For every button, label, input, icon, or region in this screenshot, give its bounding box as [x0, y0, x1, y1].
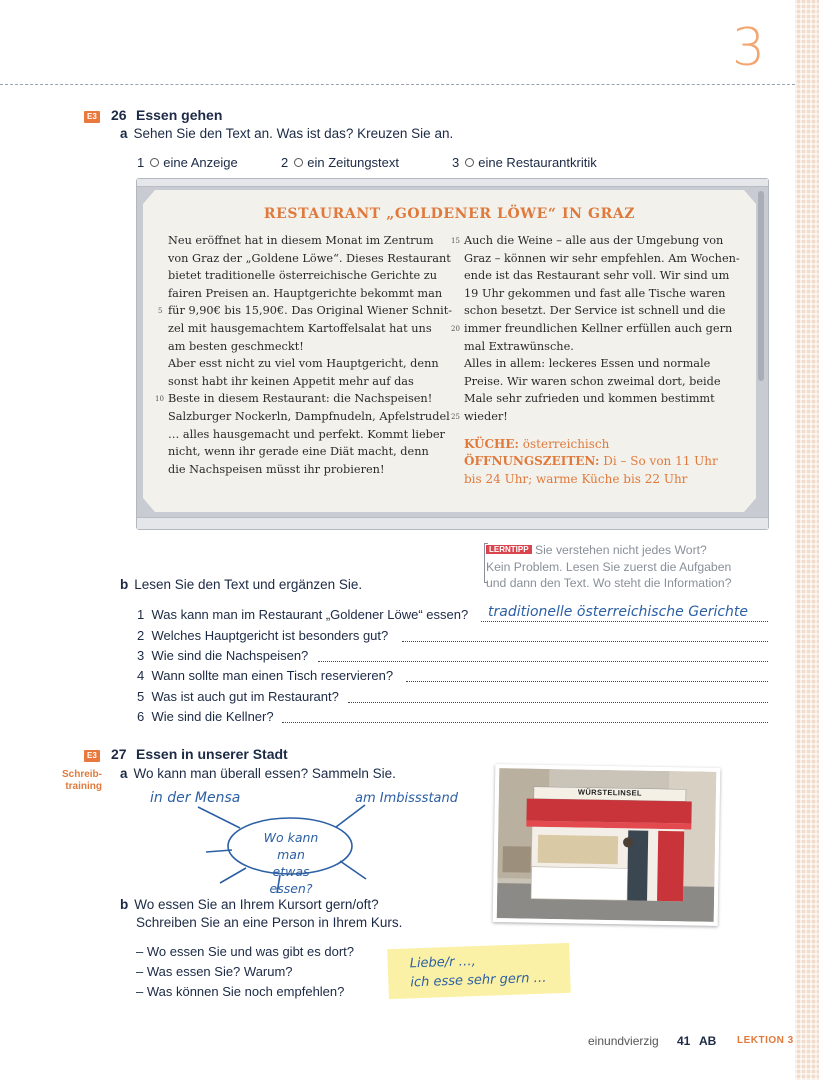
exercise-number: 27: [111, 746, 127, 762]
question-number: 5: [137, 689, 145, 704]
line-number: 15: [451, 237, 460, 245]
option-number: 1: [137, 155, 145, 170]
task-letter: a: [120, 766, 128, 781]
answer-line[interactable]: [481, 621, 768, 622]
answer-line[interactable]: [348, 702, 768, 703]
kitchen-label: KÜCHE:: [464, 436, 519, 451]
note-line: ich esse sehr gern …: [410, 970, 547, 991]
radio-circle-icon[interactable]: [150, 158, 159, 167]
question-5: [137, 689, 339, 704]
task-b: [120, 896, 402, 932]
page-number: 41: [677, 1034, 691, 1048]
writing-training-label: [58, 769, 102, 793]
question-text: Wie sind die Kellner?: [151, 709, 274, 724]
question-text: Was kann man im Restaurant „Goldener Löwe“ essen?: [151, 607, 469, 622]
prompt-item: – Was essen Sie? Warum?: [136, 964, 293, 979]
line-number: 10: [155, 395, 164, 403]
hours-label: ÖFFNUNGSZEITEN:: [464, 454, 600, 469]
text-line: Graz – können wir sehr empfehlen. Am Wochen-: [464, 251, 740, 265]
line-number: 20: [451, 325, 460, 333]
prompt-item: – Wo essen Sie und was gibt es dort?: [136, 944, 354, 959]
option-label: ein Zeitungstext: [307, 155, 400, 170]
text-line: für 9,90€ bis 15,90€. Das Original Wiener Schnit-: [168, 304, 453, 318]
task-letter: b: [120, 897, 129, 912]
question-6: [137, 709, 274, 724]
text-line: Alles in allem: leckeres Essen und normale: [464, 357, 711, 371]
question-number: 1: [137, 607, 145, 622]
question-3: [137, 648, 308, 663]
text-line: Auch die Weine – alle aus der Umgebung von: [464, 234, 724, 247]
radio-circle-icon[interactable]: [294, 158, 303, 167]
text-line: ende ist das Restaurant sehr voll. Wir sind um: [464, 269, 730, 283]
article-right-column: [464, 232, 740, 488]
handwritten-answer: traditionelle österreichische Gerichte: [488, 604, 749, 620]
text-line: wieder!: [464, 409, 508, 423]
article-title: RESTAURANT „GOLDENER LÖWE“ IN GRAZ: [263, 206, 636, 222]
exercise-tag: E3: [84, 750, 100, 762]
window-bottom-bar: [137, 517, 768, 529]
prompt-list: [136, 942, 354, 1002]
option-label: eine Restaurantkritik: [478, 155, 597, 170]
option-1[interactable]: [137, 155, 238, 170]
note-line: Liebe/r …,: [409, 954, 477, 972]
task-instruction: Schreiben Sie an eine Person in Ihrem Kurs.: [136, 915, 403, 930]
side-label-line: training: [65, 781, 102, 792]
kitchen-info: [464, 436, 740, 454]
task-instruction: Sehen Sie den Text an. Was ist das? Kreuzen Sie an.: [133, 126, 454, 141]
scrollbar[interactable]: [758, 191, 764, 381]
mindmap-branch: [336, 805, 365, 827]
hours-info: [464, 453, 740, 471]
text-line: von Graz der „Goldene Löwe“. Dieses Restaurant: [168, 251, 451, 265]
text-line: Neu eröffnet hat in diesem Monat im Zentrum: [168, 234, 434, 247]
kitchen-value: österreichisch: [522, 436, 610, 451]
tip-text: Sie verstehen nicht jedes Wort?: [534, 543, 707, 557]
center-text-line: etwas essen?: [269, 864, 313, 896]
exercise-number: 26: [111, 107, 127, 123]
question-2: [137, 628, 388, 643]
lesson-label: LEKTION 3: [737, 1035, 794, 1046]
option-number: 3: [452, 155, 460, 170]
text-line: fairen Preisen an. Hauptgerichte bekommt man: [168, 286, 443, 300]
question-text: Was ist auch gut im Restaurant?: [151, 689, 339, 704]
kiosk-sign: WÜRSTELINSEL: [577, 787, 642, 798]
text-line: sonst habt ihr keinen Appetit mehr auf das: [168, 374, 414, 388]
window-top-bar: [137, 179, 768, 187]
book-label: AB: [699, 1034, 717, 1048]
option-label: eine Anzeige: [163, 155, 238, 170]
hours-info-2: bis 24 Uhr; warme Küche bis 22 Uhr: [464, 471, 688, 486]
tip-label: LERNTIPP: [486, 545, 532, 554]
text-line: Salzburger Nockerln, Dampfnudeln, Apfelstrudel: [168, 409, 450, 423]
text-line: schon besetzt. Der Service ist schnell und die: [464, 304, 726, 318]
radio-circle-icon[interactable]: [465, 158, 474, 167]
text-line: immer freundlichen Kellner erfüllen auch gern: [464, 321, 733, 335]
line-number: 5: [158, 307, 163, 315]
exercise-tag: E3: [84, 111, 100, 123]
exercise-title: Essen gehen: [136, 107, 223, 123]
text-line: … alles hausgemacht und perfekt. Kommt lieber: [168, 427, 445, 441]
chapter-number: 3: [732, 18, 766, 78]
tip-text: und dann den Text. Wo steht die Information?: [486, 576, 732, 590]
task-a: [120, 766, 396, 781]
option-number: 2: [281, 155, 289, 170]
question-number: 4: [137, 668, 145, 683]
text-line: am besten geschmeckt!: [168, 339, 304, 353]
mindmap-center-text: [252, 829, 330, 897]
text-line: Preise. Wir waren schon zweimal dort, beide: [464, 374, 721, 388]
learning-tip: [486, 542, 766, 592]
option-3[interactable]: [452, 155, 597, 170]
note-text: [409, 950, 547, 993]
task-b: [120, 577, 362, 592]
task-instruction: Lesen Sie den Text und ergänzen Sie.: [134, 577, 363, 592]
header-divider: [0, 84, 795, 85]
text-line: nicht, wenn ihr gerade eine Diät macht, denn: [168, 445, 429, 459]
article-left-column: [168, 232, 452, 478]
question-4: [137, 668, 393, 683]
question-text: Wann sollte man einen Tisch reservieren?: [151, 668, 394, 683]
option-2[interactable]: [281, 155, 399, 170]
question-number: 6: [137, 709, 145, 724]
answer-line[interactable]: [406, 681, 768, 682]
page-word: einundvierzig: [588, 1034, 659, 1048]
kiosk-photo: [493, 764, 721, 926]
task-letter: a: [120, 126, 128, 141]
question-1: [137, 607, 468, 622]
side-label-line: Schreib-: [61, 769, 102, 780]
answer-line[interactable]: [318, 661, 768, 662]
mindmap-left-answer: in der Mensa: [150, 790, 241, 806]
mindmap-right-answer: am Imbissstand: [355, 791, 458, 806]
mindmap-branch: [198, 807, 240, 828]
question-number: 2: [137, 628, 145, 643]
question-text: Wie sind die Nachspeisen?: [151, 648, 309, 663]
prompt-item: – Was können Sie noch empfehlen?: [136, 984, 345, 999]
text-line: 19 Uhr gekommen und fast alle Tische waren: [464, 286, 726, 300]
question-number: 3: [137, 648, 145, 663]
mindmap-branch: [220, 868, 246, 883]
mindmap-branch: [206, 850, 232, 852]
text-line: Male sehr zufrieden und kommen bestimmt: [464, 392, 715, 406]
task-instruction: Wo kann man überall essen? Sammeln Sie.: [133, 766, 396, 781]
line-number: 25: [451, 413, 460, 421]
mindmap-branch: [340, 861, 366, 879]
exercise-title: Essen in unserer Stadt: [136, 746, 288, 762]
answer-line[interactable]: [402, 641, 768, 642]
hours-value: Di – So von 11 Uhr: [603, 454, 718, 469]
task-a: [120, 126, 453, 141]
text-line: mal Extrawünsche.: [464, 339, 574, 353]
question-text: Welches Hauptgericht ist besonders gut?: [151, 628, 389, 643]
text-line: zel mit hausgemachtem Kartoffelsalat hat uns: [168, 321, 432, 335]
page-edge-stripe: [795, 0, 819, 1080]
answer-line[interactable]: [282, 722, 768, 723]
text-line: bietet traditionelle österreichische Gerichte zu: [168, 269, 438, 283]
text-line: Beste in diesem Restaurant: die Nachspeisen!: [168, 392, 433, 406]
text-line: die Nachspeisen müsst ihr probieren!: [168, 462, 385, 476]
center-text-line: Wo kann man: [263, 830, 319, 862]
task-instruction: Wo essen Sie an Ihrem Kursort gern/oft?: [134, 897, 379, 912]
tip-text: Kein Problem. Lesen Sie zuerst die Aufgaben: [486, 559, 732, 574]
task-letter: b: [120, 577, 129, 592]
text-line: Aber esst nicht zu viel vom Hauptgericht, denn: [168, 357, 439, 371]
